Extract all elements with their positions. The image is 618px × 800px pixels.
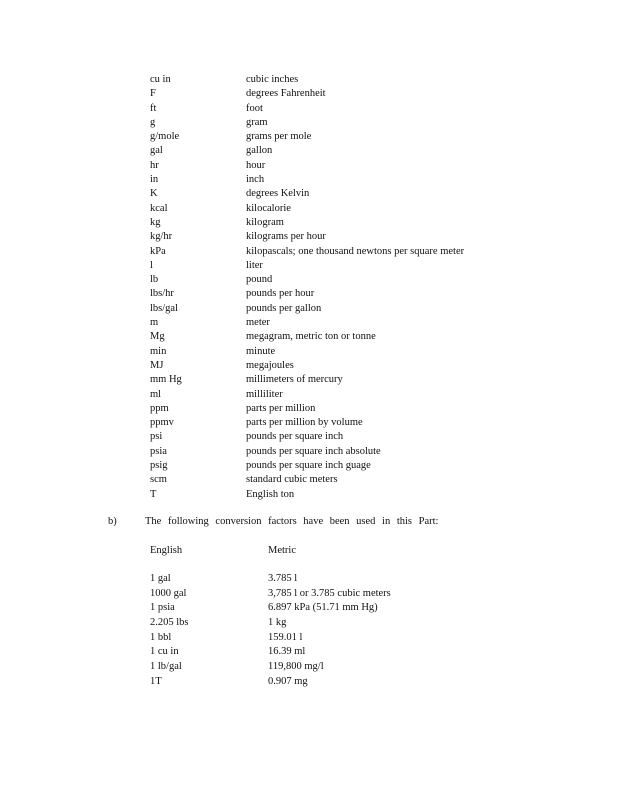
abbreviation-meaning: megajoules xyxy=(246,359,294,371)
abbreviation-term: l xyxy=(150,259,153,271)
abbreviation-term: gal xyxy=(150,145,163,157)
metric-value: 3,785 l or 3.785 cubic meters xyxy=(268,587,391,599)
abbreviation-meaning: English ton xyxy=(246,488,295,500)
conversion-row xyxy=(0,587,618,602)
abbreviation-row xyxy=(0,187,618,201)
abbreviation-meaning: gram xyxy=(246,116,268,128)
abbreviation-term: kg/hr xyxy=(150,231,173,243)
abbreviation-row xyxy=(0,330,618,344)
english-value: 1 lb/gal xyxy=(150,661,182,673)
abbreviation-row xyxy=(0,416,618,430)
abbreviation-term: K xyxy=(150,188,158,200)
abbreviation-term: scm xyxy=(150,474,167,486)
abbreviation-meaning: megagram, metric ton or tonne xyxy=(246,331,376,343)
abbreviation-term: lbs/hr xyxy=(150,288,174,300)
english-value: 1000 gal xyxy=(150,587,187,599)
abbreviation-meaning: millimeters of mercury xyxy=(246,374,343,386)
abbreviation-term: ppm xyxy=(150,402,169,414)
metric-value: 1 kg xyxy=(268,617,287,629)
abbreviation-meaning: kilocalorie xyxy=(246,202,291,214)
metric-value: 6.897 kPa (51.71 mm Hg) xyxy=(268,602,378,614)
abbreviation-row xyxy=(0,216,618,230)
conversion-row xyxy=(0,601,618,616)
abbreviation-term: in xyxy=(150,174,159,186)
abbreviation-row xyxy=(0,388,618,402)
section-b-heading xyxy=(0,514,618,530)
abbreviation-meaning: standard cubic meters xyxy=(246,474,338,486)
abbreviation-term: cu in xyxy=(150,74,171,85)
abbreviation-list xyxy=(0,73,618,502)
abbreviation-meaning: pounds per hour xyxy=(246,288,315,300)
english-value: 1 gal xyxy=(150,573,171,584)
metric-value: 119,800 mg/l xyxy=(268,661,324,673)
abbreviation-meaning: kilograms per hour xyxy=(246,231,326,243)
english-value: 1 cu in xyxy=(150,646,179,658)
abbreviation-meaning: meter xyxy=(246,317,270,329)
abbreviation-meaning: grams per mole xyxy=(246,131,312,143)
abbreviation-row xyxy=(0,430,618,444)
abbreviation-row xyxy=(0,345,618,359)
abbreviation-meaning: inch xyxy=(246,174,265,186)
abbreviation-row xyxy=(0,302,618,316)
abbreviation-term: kcal xyxy=(150,202,168,214)
abbreviation-meaning: pounds per square inch absolute xyxy=(246,445,381,457)
abbreviation-term: kPa xyxy=(150,245,166,257)
section-intro-text: The following conversion factors have been used in this Part: xyxy=(145,516,439,527)
abbreviation-row xyxy=(0,445,618,459)
english-value: 1T xyxy=(150,675,162,687)
abbreviation-meaning: parts per million xyxy=(246,402,316,414)
english-column-header: English xyxy=(150,545,183,556)
abbreviation-term: hr xyxy=(150,159,159,171)
abbreviation-meaning: minute xyxy=(246,345,276,357)
abbreviation-row xyxy=(0,259,618,273)
abbreviation-row xyxy=(0,230,618,244)
abbreviation-row xyxy=(0,402,618,416)
conversion-table xyxy=(0,572,618,690)
abbreviation-row xyxy=(0,202,618,216)
abbreviation-meaning: degrees Kelvin xyxy=(246,188,310,200)
abbreviation-meaning: degrees Fahrenheit xyxy=(246,88,326,100)
abbreviation-row xyxy=(0,87,618,101)
conversion-row xyxy=(0,675,618,690)
metric-value: 159.01 l xyxy=(268,631,303,643)
abbreviation-term: ml xyxy=(150,388,162,400)
conversion-row xyxy=(0,631,618,646)
abbreviation-term: ppmv xyxy=(150,417,174,429)
abbreviation-row xyxy=(0,73,618,87)
abbreviation-row xyxy=(0,287,618,301)
metric-value: 16.39 ml xyxy=(268,646,306,658)
abbreviation-row xyxy=(0,102,618,116)
abbreviation-term: lb xyxy=(150,274,159,286)
abbreviation-row xyxy=(0,473,618,487)
abbreviation-row xyxy=(0,359,618,373)
abbreviation-term: ft xyxy=(150,102,157,114)
abbreviation-row xyxy=(0,130,618,144)
abbreviation-row xyxy=(0,273,618,287)
abbreviation-meaning: kilopascals; one thousand newtons per square meter xyxy=(246,245,465,257)
abbreviation-meaning: kilogram xyxy=(246,216,284,228)
abbreviation-row xyxy=(0,488,618,502)
english-value: 1 bbl xyxy=(150,631,172,643)
conversion-row xyxy=(0,660,618,675)
conversion-row xyxy=(0,616,618,631)
abbreviation-meaning: cubic inches xyxy=(246,74,299,85)
metric-value: 0.907 mg xyxy=(268,675,308,687)
abbreviation-term: mm Hg xyxy=(150,374,182,386)
abbreviation-meaning: milliliter xyxy=(246,388,283,400)
abbreviation-meaning: pounds per square inch xyxy=(246,431,344,443)
abbreviation-term: psi xyxy=(150,431,163,443)
abbreviation-meaning: foot xyxy=(246,102,263,114)
abbreviation-term: lbs/gal xyxy=(150,302,178,314)
abbreviation-term: m xyxy=(150,317,159,329)
abbreviation-term: psia xyxy=(150,445,167,457)
abbreviation-term: psig xyxy=(150,460,168,472)
abbreviation-term: min xyxy=(150,345,167,357)
abbreviation-row xyxy=(0,116,618,130)
abbreviation-row xyxy=(0,173,618,187)
abbreviation-term: g xyxy=(150,116,156,128)
abbreviation-term: Mg xyxy=(150,331,165,343)
abbreviation-term: F xyxy=(150,88,156,100)
abbreviation-meaning: pounds per square inch guage xyxy=(246,460,371,472)
abbreviation-term: g/mole xyxy=(150,131,180,143)
abbreviation-meaning: liter xyxy=(246,259,263,271)
conversion-row xyxy=(0,572,618,587)
abbreviation-row xyxy=(0,245,618,259)
abbreviation-row xyxy=(0,459,618,473)
abbreviation-meaning: hour xyxy=(246,159,266,171)
abbreviation-meaning: pound xyxy=(246,274,273,286)
abbreviation-term: MJ xyxy=(150,359,164,371)
abbreviation-meaning: pounds per gallon xyxy=(246,302,322,314)
english-value: 2.205 lbs xyxy=(150,617,189,629)
section-marker: b) xyxy=(108,516,117,527)
abbreviation-term: T xyxy=(150,488,157,500)
conversion-row xyxy=(0,645,618,660)
conversion-table-header xyxy=(0,544,618,558)
abbreviation-row xyxy=(0,316,618,330)
english-value: 1 psia xyxy=(150,602,175,614)
abbreviation-row xyxy=(0,159,618,173)
abbreviation-meaning: gallon xyxy=(246,145,273,157)
abbreviation-term: kg xyxy=(150,216,161,228)
abbreviation-row xyxy=(0,144,618,158)
metric-column-header: Metric xyxy=(268,545,296,556)
abbreviation-row xyxy=(0,373,618,387)
metric-value: 3.785 l xyxy=(268,573,298,584)
abbreviation-meaning: parts per million by volume xyxy=(246,417,363,429)
